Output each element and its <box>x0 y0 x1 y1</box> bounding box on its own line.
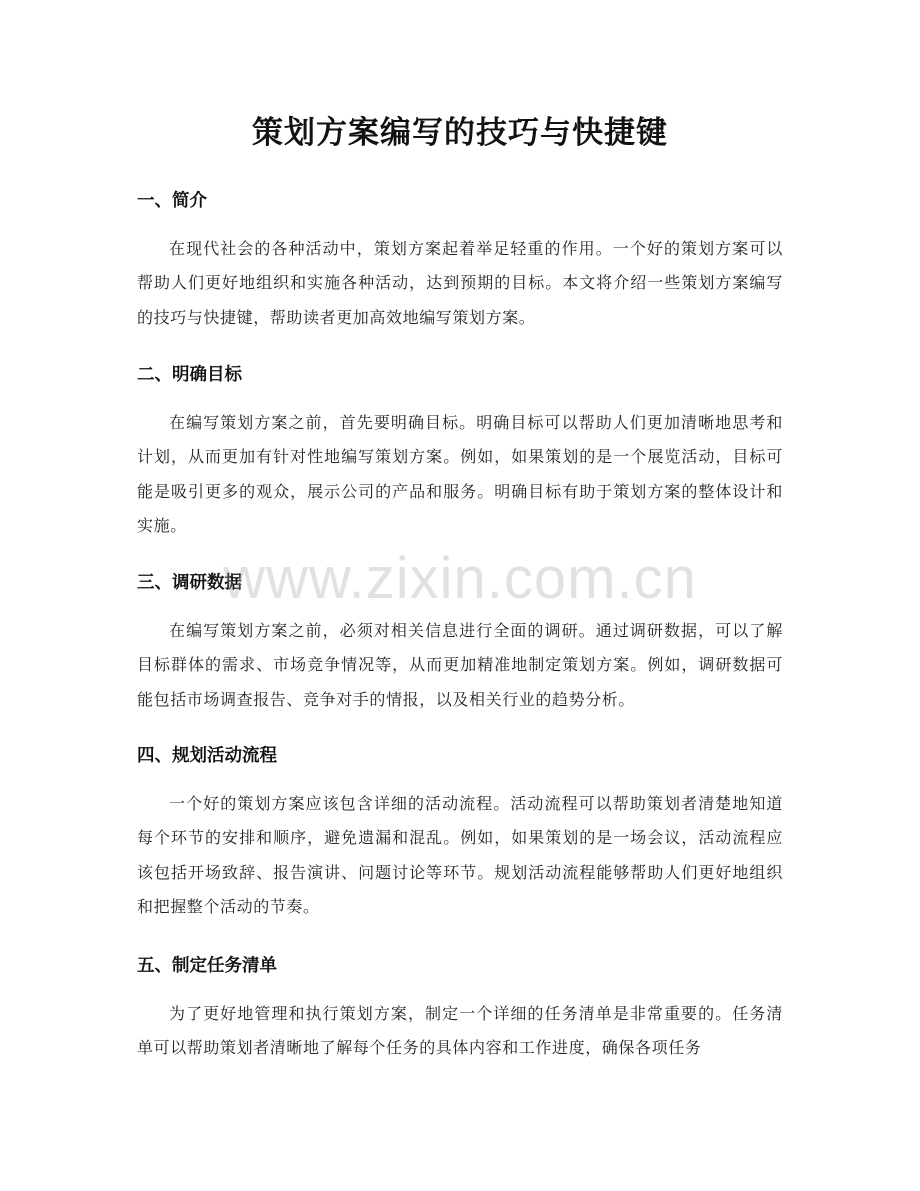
section-heading: 一、简介 <box>137 191 207 211</box>
section-task-list <box>137 951 783 1066</box>
section-research-data <box>137 568 783 717</box>
section-paragraph: 一个好的策划方案应该包含详细的活动流程。活动流程可以帮助策划者清楚地知道每个环节的安排和顺序，避免遗漏和混乱。例如，如果策划的是一场会议，活动流程应该包括开场致辞、报告演讲、问题讨论等环节。规划活动流程能够帮助人们更好地组织和把握整个活动的节奏。 <box>137 794 783 916</box>
section-define-goals <box>137 360 783 543</box>
section-paragraph: 在编写策划方案之前，首先要明确目标。明确目标可以帮助人们更加清晰地思考和计划，从而更加有针对性地编写策划方案。例如，如果策划的是一个展览活动，目标可能是吸引更多的观众，展示公司的产品和服务。明确目标有助于策划方案的整体设计和实施。 <box>137 413 783 535</box>
section-plan-activity-flow <box>137 741 783 924</box>
section-heading: 四、规划活动流程 <box>137 746 277 766</box>
section-paragraph: 在现代社会的各种活动中，策划方案起着举足轻重的作用。一个好的策划方案可以帮助人们更好地组织和实施各种活动，达到预期的目标。本文将介绍一些策划方案编写的技巧与快捷键，帮助读者更加高效地编写策划方案。 <box>137 239 783 327</box>
section-heading: 二、明确目标 <box>137 365 242 385</box>
watermark-text: www.zixin.com.cn <box>223 546 697 611</box>
section-heading: 三、调研数据 <box>137 573 242 593</box>
section-introduction <box>137 186 783 335</box>
section-paragraph: 为了更好地管理和执行策划方案，制定一个详细的任务清单是非常重要的。任务清单可以帮助策划者清晰地了解每个任务的具体内容和工作进度，确保各项任务 <box>137 1004 783 1058</box>
section-heading: 五、制定任务清单 <box>137 956 277 976</box>
document-title: 策划方案编写的技巧与快捷键 <box>252 115 668 151</box>
section-paragraph: 在编写策划方案之前，必须对相关信息进行全面的调研。通过调研数据，可以了解目标群体的需求、市场竞争情况等，从而更加精准地制定策划方案。例如，调研数据可能包括市场调查报告、竞争对手的情报，以及相关行业的趋势分析。 <box>137 621 783 709</box>
